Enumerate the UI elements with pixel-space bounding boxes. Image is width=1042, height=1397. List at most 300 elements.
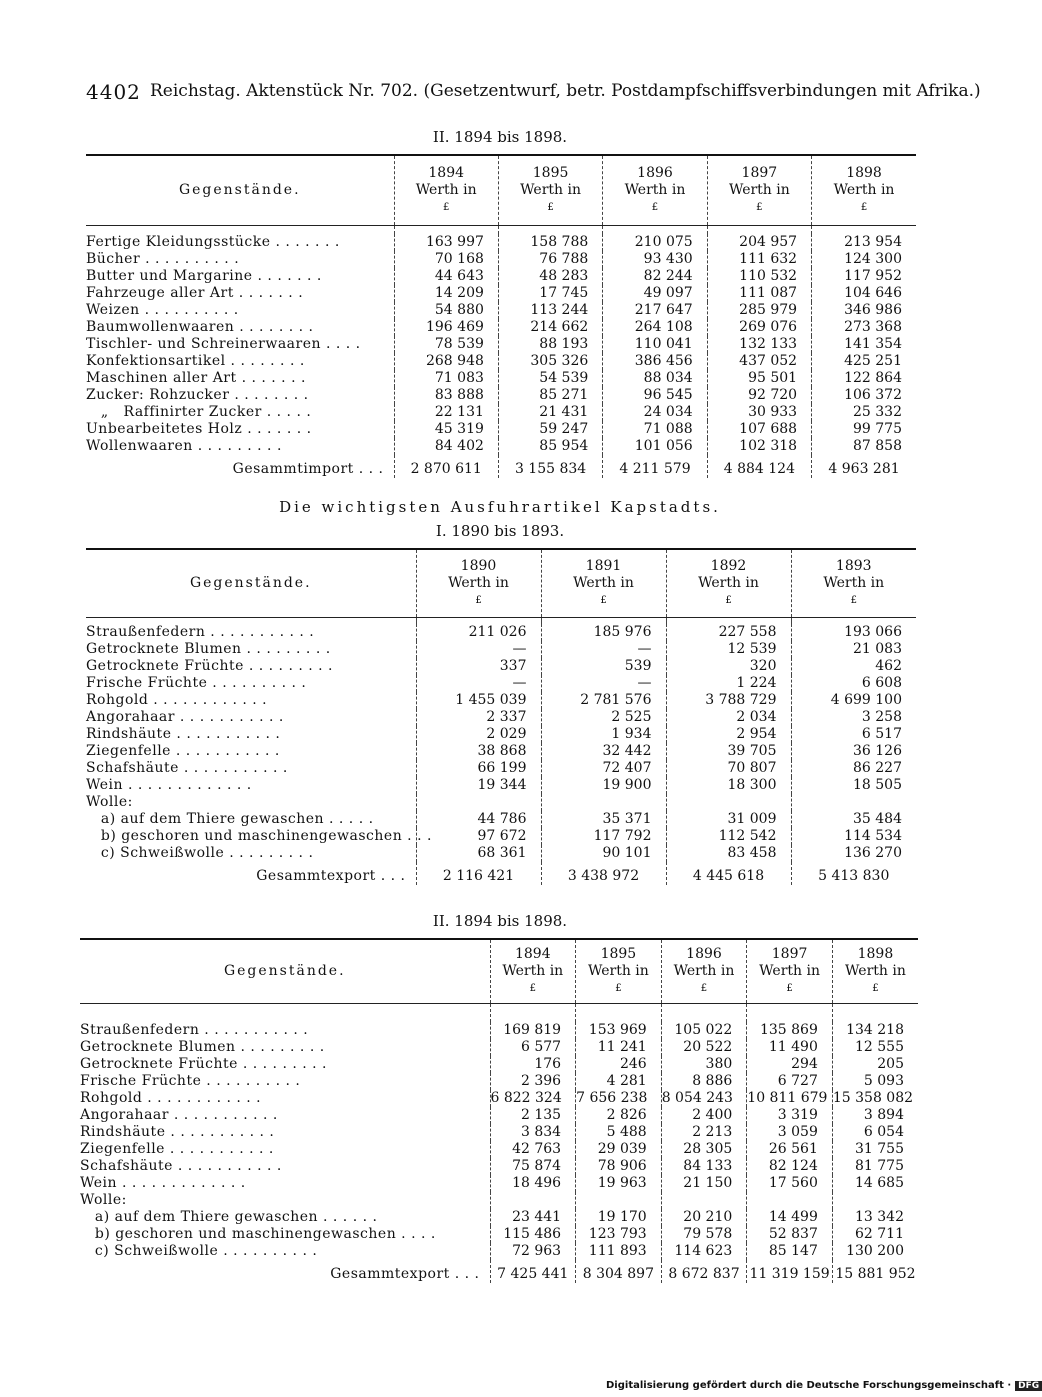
total-row <box>86 862 916 885</box>
column-header-year: 1898 <box>846 164 882 181</box>
cell-value: 79 578 <box>661 1226 747 1243</box>
footer-credit <box>606 1380 1042 1391</box>
total-value: 8 672 837 <box>661 1260 747 1283</box>
cell-value: 268 948 <box>394 353 498 370</box>
column-header-unit: £ <box>872 982 879 994</box>
column-header-werth: Werth in <box>415 181 477 198</box>
cell-value: 36 126 <box>791 743 916 760</box>
table-row <box>86 828 916 845</box>
table-row <box>80 1090 918 1107</box>
cell-value: 5 488 <box>576 1124 662 1141</box>
cell-value: 2 213 <box>661 1124 747 1141</box>
table-row <box>80 1243 918 1260</box>
cell-value: 25 332 <box>812 404 916 421</box>
cell-value: 134 218 <box>832 1022 918 1039</box>
cell-value: 320 <box>666 658 791 675</box>
export-1894-table <box>80 938 918 1283</box>
section-title-export-1894: II. 1894 bis 1898. <box>432 912 568 930</box>
cell-value: 113 244 <box>498 302 602 319</box>
cell-value: 19 344 <box>416 777 541 794</box>
column-header-year: 1898 <box>857 945 894 962</box>
row-label: Zucker: Rohzucker . . . . . . . . <box>86 386 309 403</box>
cell-value: 52 837 <box>747 1226 833 1243</box>
cell-value: 97 672 <box>416 828 541 845</box>
table-row <box>80 1039 918 1056</box>
table-row <box>86 726 916 743</box>
spacer-cell <box>603 225 707 234</box>
row-label: Getrocknete Blumen . . . . . . . . . <box>86 640 331 657</box>
row-label: Wolle: <box>80 1191 127 1208</box>
page-header <box>86 80 981 110</box>
column-header-unit: £ <box>529 982 536 994</box>
cell-value: 141 354 <box>812 336 916 353</box>
column-header-werth: Werth in <box>587 962 649 979</box>
cell-value <box>416 794 541 811</box>
cell-value: 21 150 <box>661 1175 747 1192</box>
cell-value: 2 029 <box>416 726 541 743</box>
cell-value: 30 933 <box>707 404 811 421</box>
column-header-year: 1894 <box>514 945 551 962</box>
cell-value: 3 258 <box>791 709 916 726</box>
cell-value: 84 402 <box>394 438 498 455</box>
cell-value: 66 199 <box>416 760 541 777</box>
row-label: Bücher . . . . . . . . . . <box>86 250 240 267</box>
column-header-1892 <box>666 549 791 617</box>
cell-value: 24 034 <box>603 404 707 421</box>
cell-value <box>490 1192 576 1209</box>
table-row <box>86 624 916 641</box>
cell-value <box>661 1192 747 1209</box>
cell-value: 22 131 <box>394 404 498 421</box>
footer-text: Digitalisierung gefördert durch die Deutsche Forschungsgemeinschaft · <box>606 1380 1012 1391</box>
cell-value: 4 699 100 <box>791 692 916 709</box>
cell-value: 153 969 <box>576 1022 662 1039</box>
column-header-unit: £ <box>475 594 482 606</box>
cell-value: 72 407 <box>541 760 666 777</box>
column-header-werth: Werth in <box>448 574 509 591</box>
cell-value: 20 522 <box>661 1039 747 1056</box>
cell-value: 54 539 <box>498 370 602 387</box>
cell-value: 110 532 <box>707 268 811 285</box>
cell-value: 15 358 082 <box>832 1090 918 1107</box>
cell-value: 122 864 <box>812 370 916 387</box>
cell-value: 1 934 <box>541 726 666 743</box>
row-label: a) auf dem Thiere gewaschen . . . . . . <box>80 1208 378 1225</box>
cell-value: 110 041 <box>603 336 707 353</box>
cell-value: 23 441 <box>490 1209 576 1226</box>
cell-value: 39 705 <box>666 743 791 760</box>
total-value: 11 319 159 <box>747 1260 833 1283</box>
column-header-1895 <box>498 155 602 225</box>
cell-value: — <box>416 675 541 692</box>
cell-value: 210 075 <box>603 234 707 251</box>
total-value: 2 870 611 <box>394 455 498 478</box>
total-value: 4 445 618 <box>666 862 791 885</box>
column-header-year: 1897 <box>771 945 808 962</box>
cell-value <box>666 794 791 811</box>
cell-value: 86 227 <box>791 760 916 777</box>
cell-value: 6 727 <box>747 1073 833 1090</box>
column-header-unit: £ <box>725 594 732 606</box>
cell-value: 12 555 <box>832 1039 918 1056</box>
cell-value: 105 022 <box>661 1022 747 1039</box>
row-label: Straußenfedern . . . . . . . . . . . <box>80 1021 309 1038</box>
cell-value: 1 455 039 <box>416 692 541 709</box>
cell-value: 99 775 <box>812 421 916 438</box>
column-header-year: 1894 <box>428 164 465 181</box>
column-header-unit: £ <box>547 201 554 213</box>
cell-value: 84 133 <box>661 1158 747 1175</box>
row-label: Fertige Kleidungsstücke . . . . . . . <box>86 233 340 250</box>
total-value: 3 155 834 <box>498 455 602 478</box>
table-row <box>80 1124 918 1141</box>
column-header-1898 <box>832 939 918 1003</box>
row-label: Rohgold . . . . . . . . . . . . <box>86 691 268 708</box>
cell-value: 135 869 <box>747 1022 833 1039</box>
cell-value: 11 490 <box>747 1039 833 1056</box>
cell-value: 31 755 <box>832 1141 918 1158</box>
column-header-unit: £ <box>700 982 708 994</box>
cell-value: 211 026 <box>416 624 541 641</box>
cell-value: 28 305 <box>661 1141 747 1158</box>
cell-value: 273 368 <box>812 319 916 336</box>
cell-value: 437 052 <box>707 353 811 370</box>
cell-value: 117 792 <box>541 828 666 845</box>
table-row <box>86 641 916 658</box>
cell-value: 48 283 <box>498 268 602 285</box>
column-header-unit: £ <box>756 201 763 213</box>
cell-value: 114 534 <box>791 828 916 845</box>
cell-value: 85 954 <box>498 438 602 455</box>
total-value: 5 413 830 <box>791 862 916 885</box>
row-label: Ziegenfelle . . . . . . . . . . . <box>80 1140 274 1157</box>
cell-value: 82 244 <box>603 268 707 285</box>
cell-value: 13 342 <box>832 1209 918 1226</box>
column-header-year: 1890 <box>460 557 497 574</box>
cell-value: 70 807 <box>666 760 791 777</box>
table-row <box>80 1158 918 1175</box>
cell-value: 18 300 <box>666 777 791 794</box>
cell-value: 88 034 <box>603 370 707 387</box>
column-header-1896 <box>661 939 747 1003</box>
cell-value: 111 632 <box>707 251 811 268</box>
cell-value: 72 963 <box>490 1243 576 1260</box>
cell-value: 82 124 <box>747 1158 833 1175</box>
dfg-logo: DFG <box>1015 1381 1042 1391</box>
cell-value: 49 097 <box>603 285 707 302</box>
cell-value: 19 900 <box>541 777 666 794</box>
column-header-year: 1893 <box>835 557 872 574</box>
table-row <box>80 1141 918 1158</box>
column-header-1891 <box>541 549 666 617</box>
cell-value: 3 319 <box>747 1107 833 1124</box>
cell-value: 2 400 <box>661 1107 747 1124</box>
row-label: Straußenfedern . . . . . . . . . . . <box>86 623 315 640</box>
cell-value: 17 745 <box>498 285 602 302</box>
cell-value: 269 076 <box>707 319 811 336</box>
cell-value: 123 793 <box>576 1226 662 1243</box>
cell-value: 130 200 <box>832 1243 918 1260</box>
row-label: Schafshäute . . . . . . . . . . . <box>80 1157 282 1174</box>
spacer-cell <box>394 225 498 234</box>
cell-value: 337 <box>416 658 541 675</box>
cell-value: 3 788 729 <box>666 692 791 709</box>
column-header-1897 <box>707 155 811 225</box>
cell-value: 19 963 <box>576 1175 662 1192</box>
cell-value <box>576 1192 662 1209</box>
column-header-1898 <box>812 155 916 225</box>
table-row <box>80 1022 918 1039</box>
cell-value: 26 561 <box>747 1141 833 1158</box>
column-header-unit: £ <box>600 594 607 606</box>
cell-value: 21 083 <box>791 641 916 658</box>
cell-value: 29 039 <box>576 1141 662 1158</box>
table-row <box>80 1107 918 1124</box>
row-label: Rohgold . . . . . . . . . . . . <box>80 1089 262 1106</box>
cell-value: 71 088 <box>603 421 707 438</box>
export-caption: Die wichtigsten Ausfuhrartikel Kapstadts. <box>279 498 721 516</box>
table-row <box>80 1226 918 1243</box>
cell-value: 21 431 <box>498 404 602 421</box>
column-header-werth: Werth in <box>759 962 820 979</box>
column-header-werth: Werth in <box>728 181 790 198</box>
cell-value: 6 517 <box>791 726 916 743</box>
row-label: „ Raffinirter Zucker . . . . . <box>86 403 312 420</box>
spacer-cell <box>812 225 916 234</box>
total-row <box>86 455 916 478</box>
cell-value: 78 906 <box>576 1158 662 1175</box>
cell-value: 6 577 <box>490 1039 576 1056</box>
cell-value: 104 646 <box>812 285 916 302</box>
column-header-werth: Werth in <box>845 962 906 979</box>
cell-value: 12 539 <box>666 641 791 658</box>
column-header-werth: Werth in <box>698 574 759 591</box>
table-row <box>86 234 916 251</box>
cell-value: 8 054 243 <box>661 1090 747 1107</box>
table-row <box>86 811 916 828</box>
row-label: Frische Früchte . . . . . . . . . . <box>80 1072 301 1089</box>
column-header-1893 <box>791 549 916 617</box>
total-row <box>80 1260 918 1283</box>
table-row <box>80 1175 918 1192</box>
cell-value: 294 <box>747 1056 833 1073</box>
cell-value: 35 484 <box>791 811 916 828</box>
cell-value: 45 319 <box>394 421 498 438</box>
cell-value: 32 442 <box>541 743 666 760</box>
cell-value <box>791 794 916 811</box>
cell-value: 11 241 <box>576 1039 662 1056</box>
table-row <box>86 404 916 421</box>
total-value: 8 304 897 <box>576 1260 662 1283</box>
column-header-1897 <box>747 939 833 1003</box>
cell-value: 6 608 <box>791 675 916 692</box>
row-label: Angorahaar . . . . . . . . . . . <box>80 1106 278 1123</box>
table-row <box>80 1073 918 1090</box>
cell-value: 111 087 <box>707 285 811 302</box>
row-label: Unbearbeitetes Holz . . . . . . . <box>86 420 312 437</box>
cell-value: 42 763 <box>490 1141 576 1158</box>
cell-value: 2 135 <box>490 1107 576 1124</box>
column-header-1896 <box>603 155 707 225</box>
table-row <box>86 421 916 438</box>
row-label: Frische Früchte . . . . . . . . . . <box>86 674 307 691</box>
cell-value: 5 093 <box>832 1073 918 1090</box>
total-value: 3 438 972 <box>541 862 666 885</box>
row-label: Tischler- und Schreinerwaaren . . . . <box>86 335 361 352</box>
spacer-cell <box>576 1003 662 1022</box>
column-header-unit: £ <box>443 201 450 213</box>
row-label: Wollenwaaren . . . . . . . . . <box>86 437 282 454</box>
table-row <box>80 1192 918 1209</box>
cell-value: 346 986 <box>812 302 916 319</box>
total-value: 4 211 579 <box>603 455 707 478</box>
cell-value: 35 371 <box>541 811 666 828</box>
row-label: Angorahaar . . . . . . . . . . . <box>86 708 284 725</box>
cell-value: 227 558 <box>666 624 791 641</box>
spacer-cell <box>832 1003 918 1022</box>
cell-value: 14 685 <box>832 1175 918 1192</box>
cell-value: 54 880 <box>394 302 498 319</box>
row-label: Weizen . . . . . . . . . . <box>86 301 239 318</box>
cell-value: 17 560 <box>747 1175 833 1192</box>
column-header-year: 1891 <box>585 557 622 574</box>
total-value: 4 963 281 <box>812 455 916 478</box>
cell-value: — <box>541 641 666 658</box>
column-header-1894 <box>394 155 498 225</box>
column-header-unit: £ <box>615 982 622 994</box>
cell-value: 2 034 <box>666 709 791 726</box>
cell-value: 93 430 <box>603 251 707 268</box>
cell-value: 112 542 <box>666 828 791 845</box>
section-title-export-1890: I. 1890 bis 1893. <box>435 522 565 540</box>
cell-value: 59 247 <box>498 421 602 438</box>
cell-value: 2 396 <box>490 1073 576 1090</box>
cell-value: 96 545 <box>603 387 707 404</box>
page-number: 4402 <box>86 80 141 104</box>
table-row <box>86 319 916 336</box>
cell-value: 2 525 <box>541 709 666 726</box>
cell-value: 205 <box>832 1056 918 1073</box>
table-row <box>86 353 916 370</box>
row-label: Ziegenfelle . . . . . . . . . . . <box>86 742 280 759</box>
cell-value: 193 066 <box>791 624 916 641</box>
page-title: Reichstag. Aktenstück Nr. 702. (Gesetzentwurf, betr. Postdampfschiffsverbindungen mit Afrika.) <box>150 81 981 101</box>
cell-value: 10 811 679 <box>747 1090 833 1107</box>
cell-value: 169 819 <box>490 1022 576 1039</box>
cell-value: 386 456 <box>603 353 707 370</box>
table-row <box>86 845 916 862</box>
row-label: c) Schweißwolle . . . . . . . . . <box>86 844 314 861</box>
cell-value: 2 954 <box>666 726 791 743</box>
table-row <box>86 387 916 404</box>
spacer-cell <box>498 225 602 234</box>
total-value: 2 116 421 <box>416 862 541 885</box>
column-header-year: 1896 <box>686 945 722 962</box>
cell-value <box>747 1192 833 1209</box>
section-title-import: II. 1894 bis 1898. <box>432 128 568 146</box>
cell-value: 185 976 <box>541 624 666 641</box>
column-header-werth: Werth in <box>833 181 895 198</box>
row-label: Baumwollenwaaren . . . . . . . . <box>86 318 314 335</box>
cell-value: 85 271 <box>498 387 602 404</box>
cell-value: 20 210 <box>661 1209 747 1226</box>
cell-value: 115 486 <box>490 1226 576 1243</box>
row-label: Maschinen aller Art . . . . . . . <box>86 369 306 386</box>
table-row <box>86 302 916 319</box>
cell-value: 163 997 <box>394 234 498 251</box>
cell-value: 3 059 <box>747 1124 833 1141</box>
column-header-werth: Werth in <box>502 962 564 979</box>
cell-value: 217 647 <box>603 302 707 319</box>
cell-value: 6 822 324 <box>490 1090 576 1107</box>
spacer-cell <box>86 225 394 234</box>
column-header-year: 1896 <box>637 164 673 181</box>
row-label: Konfektionsartikel . . . . . . . . <box>86 352 305 369</box>
export-1894-header-row <box>80 939 918 1003</box>
cell-value: 78 539 <box>394 336 498 353</box>
column-header-unit: £ <box>860 201 868 213</box>
column-header-year: 1895 <box>532 164 569 181</box>
cell-value: 158 788 <box>498 234 602 251</box>
import-table <box>86 154 916 478</box>
cell-value: 539 <box>541 658 666 675</box>
row-label: Getrocknete Früchte . . . . . . . . . <box>80 1055 327 1072</box>
cell-value: 71 083 <box>394 370 498 387</box>
cell-value: 31 009 <box>666 811 791 828</box>
table-row <box>86 743 916 760</box>
cell-value: 14 499 <box>747 1209 833 1226</box>
table-row <box>86 336 916 353</box>
cell-value: 102 318 <box>707 438 811 455</box>
export-1890-table <box>86 548 916 885</box>
cell-value: 38 868 <box>416 743 541 760</box>
cell-value: 117 952 <box>812 268 916 285</box>
cell-value: 3 894 <box>832 1107 918 1124</box>
spacer-cell <box>661 1003 747 1022</box>
column-header-1895 <box>576 939 662 1003</box>
column-header-werth: Werth in <box>520 181 581 198</box>
row-label: Wein . . . . . . . . . . . . . <box>80 1174 246 1191</box>
total-value: 4 884 124 <box>707 455 811 478</box>
row-label: Schafshäute . . . . . . . . . . . <box>86 759 288 776</box>
column-header-1890 <box>416 549 541 617</box>
row-label: a) auf dem Thiere gewaschen . . . . . <box>86 810 374 827</box>
column-header-year: 1897 <box>741 164 778 181</box>
column-header-werth: Werth in <box>823 574 885 591</box>
row-label: Rindshäute . . . . . . . . . . . <box>86 725 281 742</box>
cell-value: 132 133 <box>707 336 811 353</box>
cell-value: 81 775 <box>832 1158 918 1175</box>
cell-value: 70 168 <box>394 251 498 268</box>
cell-value: 83 458 <box>666 845 791 862</box>
cell-value: 3 834 <box>490 1124 576 1141</box>
spacer-cell <box>707 225 811 234</box>
cell-value: 4 281 <box>576 1073 662 1090</box>
table-row <box>86 760 916 777</box>
cell-value: 246 <box>576 1056 662 1073</box>
row-label: Rindshäute . . . . . . . . . . . <box>80 1123 275 1140</box>
cell-value: 76 788 <box>498 251 602 268</box>
cell-value: 425 251 <box>812 353 916 370</box>
cell-value: 62 711 <box>832 1226 918 1243</box>
cell-value: 107 688 <box>707 421 811 438</box>
cell-value: 106 372 <box>812 387 916 404</box>
cell-value: 213 954 <box>812 234 916 251</box>
cell-value: 176 <box>490 1056 576 1073</box>
cell-value: 124 300 <box>812 251 916 268</box>
cell-value: — <box>541 675 666 692</box>
spacer-cell <box>490 1003 576 1022</box>
